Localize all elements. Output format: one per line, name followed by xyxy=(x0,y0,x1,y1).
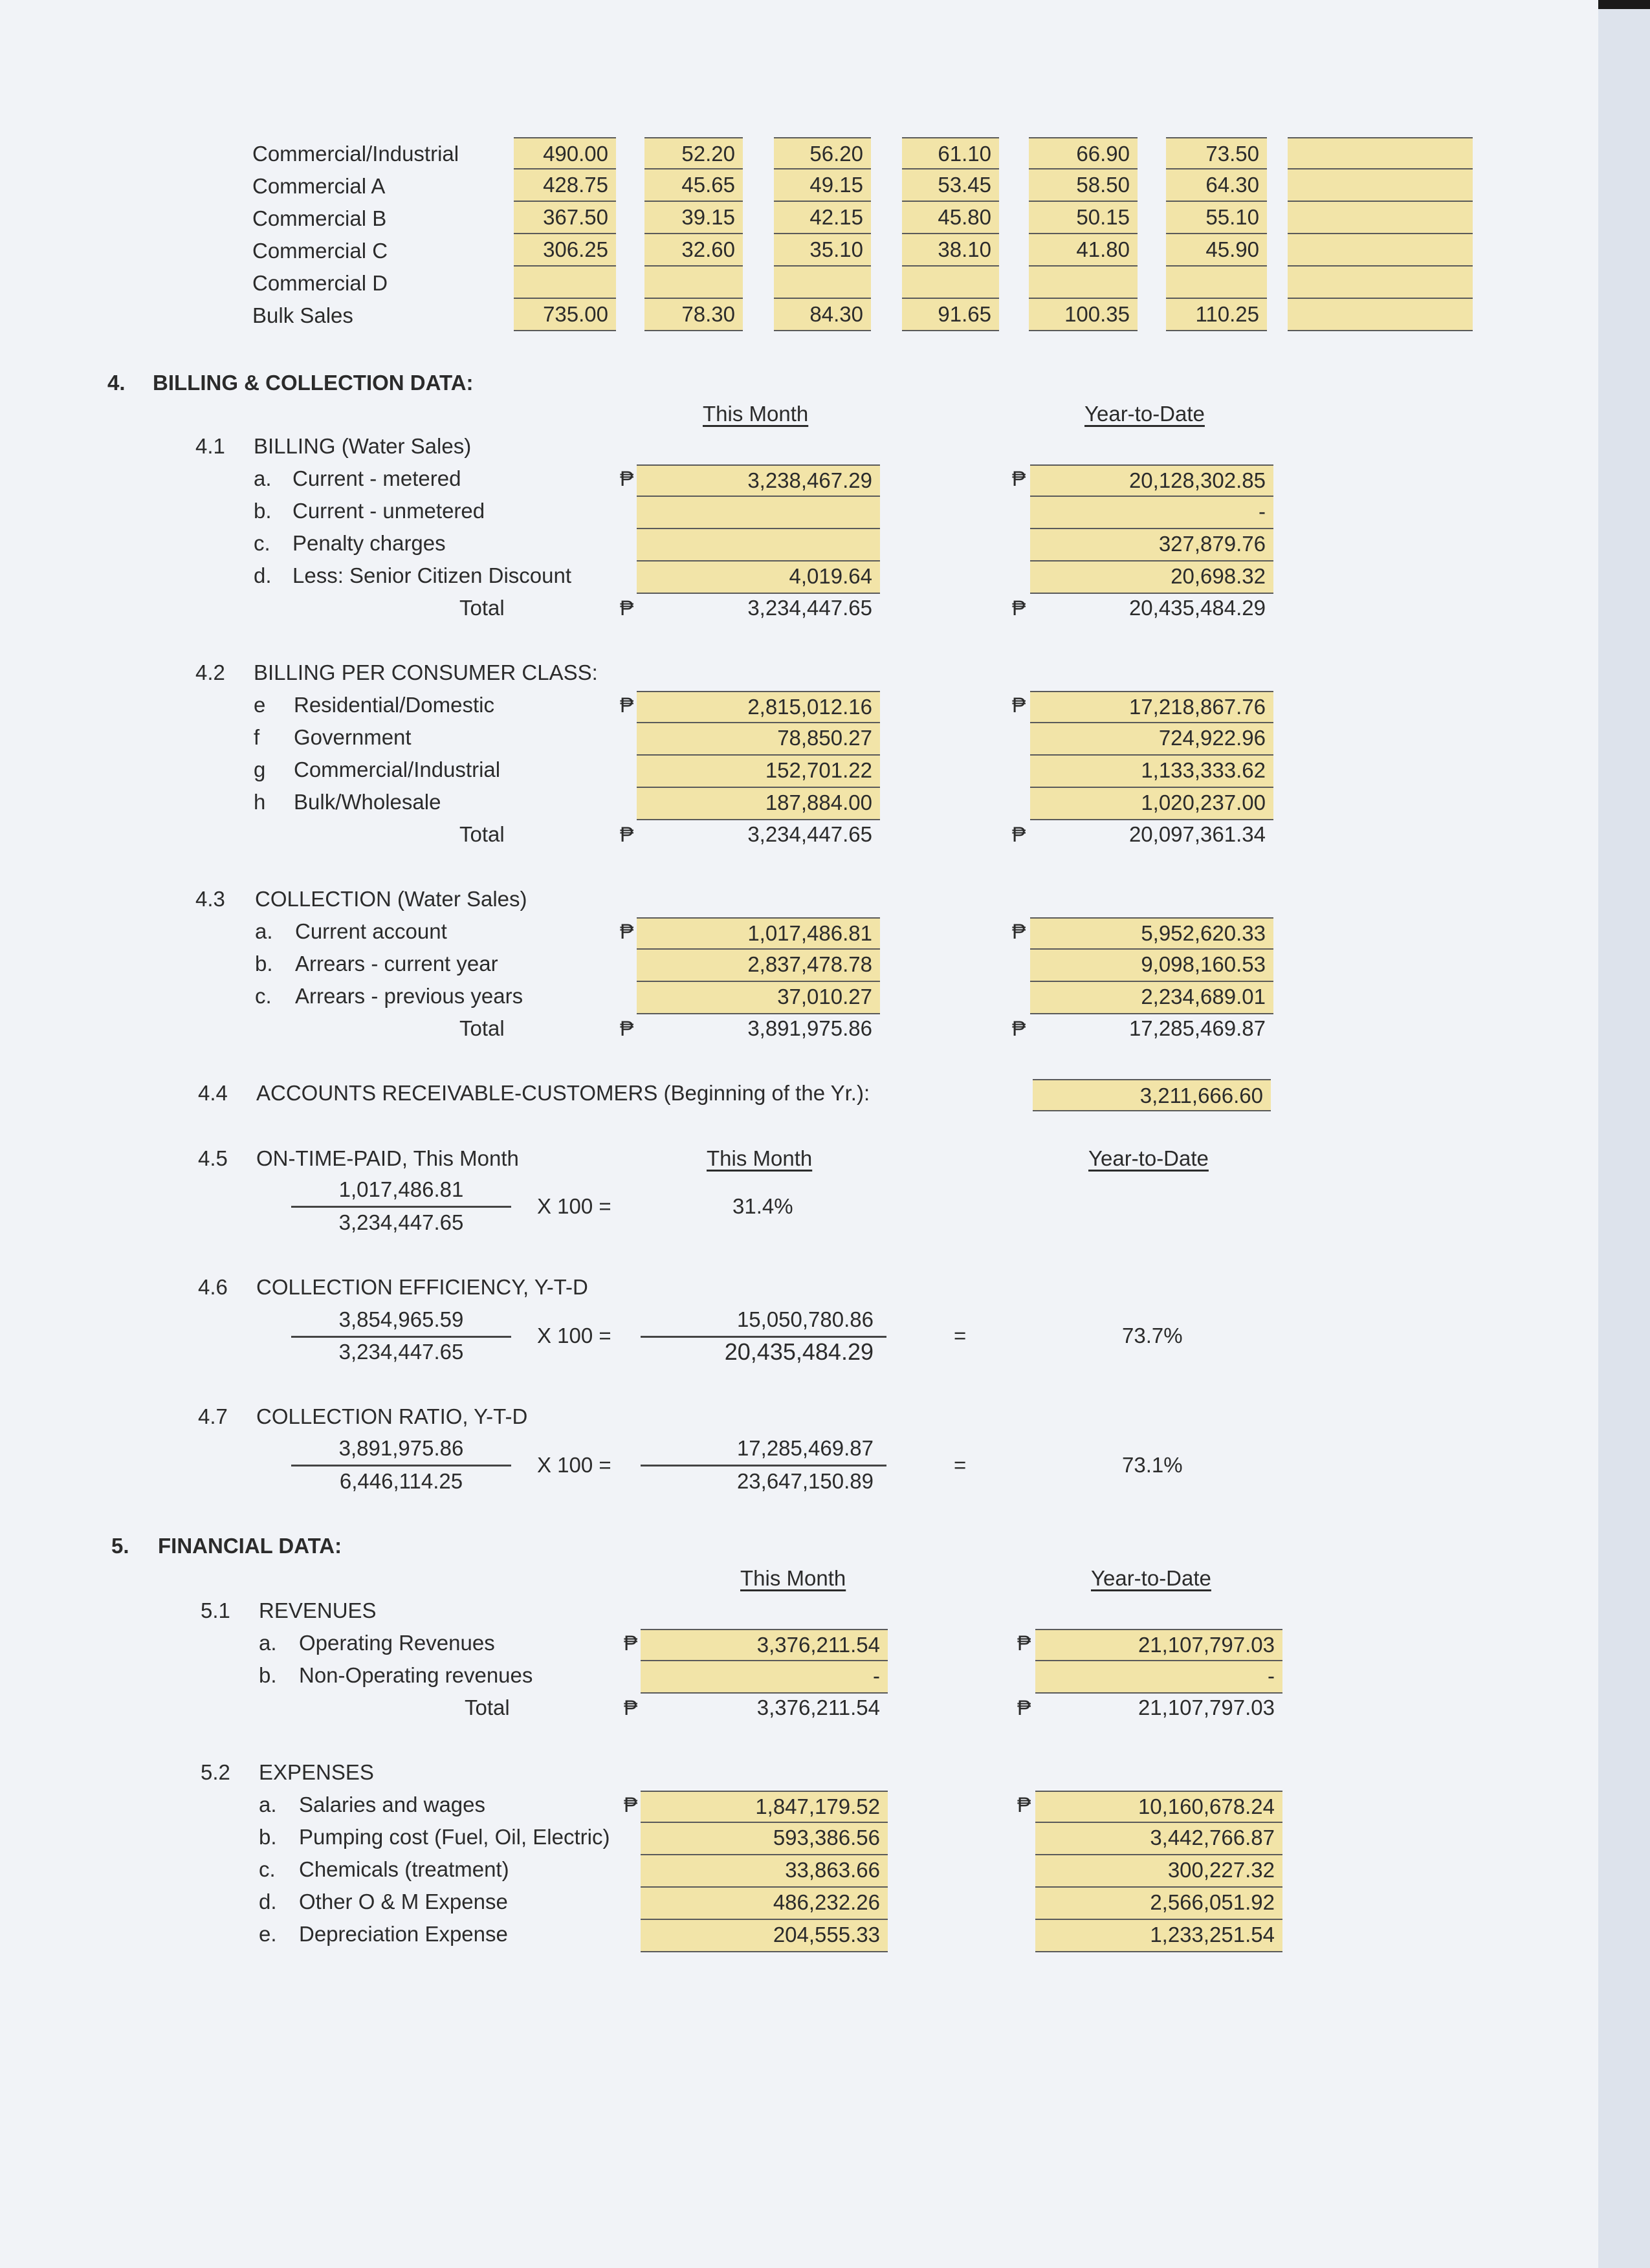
subsection-title: COLLECTION EFFICIENCY, Y-T-D xyxy=(256,1275,588,1299)
year-to-date-value: 9,098,160.53 xyxy=(1030,950,1273,982)
this-month-value: 2,837,478.78 xyxy=(637,950,880,982)
rate-cell xyxy=(902,267,999,299)
rate-cell xyxy=(514,267,616,299)
year-to-date-value: 1,133,333.62 xyxy=(1030,756,1273,788)
rate-cell xyxy=(644,267,743,299)
rate-cell: 58.50 xyxy=(1029,169,1138,202)
rate-cell: 84.30 xyxy=(774,299,871,331)
equals-sign: = xyxy=(954,1453,967,1477)
this-month-value: 78,850.27 xyxy=(637,723,880,756)
this-month-value: 1,017,486.81 xyxy=(637,917,880,950)
this-month-value: 1,847,179.52 xyxy=(641,1791,888,1823)
row-letter: a. xyxy=(259,1631,277,1655)
rate-cell: 64.30 xyxy=(1166,169,1267,202)
peso-sign: ₱ xyxy=(1012,1017,1026,1040)
this-month-value: 2,815,012.16 xyxy=(637,691,880,723)
rate-cell xyxy=(1288,234,1473,267)
rate-cell xyxy=(1288,202,1473,234)
subsection-title: EXPENSES xyxy=(259,1760,374,1784)
fraction-numerator: 1,017,486.81 xyxy=(338,1177,464,1201)
fraction-denominator: 6,446,114.25 xyxy=(339,1469,463,1493)
rate-cell: 55.10 xyxy=(1166,202,1267,234)
subsection-number: 4.1 xyxy=(195,434,225,458)
peso-sign: ₱ xyxy=(1017,1793,1031,1816)
this-month-value: 3,238,467.29 xyxy=(637,464,880,497)
row-label: Non-Operating revenues xyxy=(299,1663,533,1687)
fraction-denominator: 3,234,447.65 xyxy=(338,1340,464,1364)
rate-cell: 490.00 xyxy=(514,137,616,169)
rate-cell: 45.90 xyxy=(1166,234,1267,267)
rate-row-label: Commercial A xyxy=(252,174,386,198)
rate-cell: 91.65 xyxy=(902,299,999,331)
rate-cell: 53.45 xyxy=(902,169,999,202)
row-label: Pumping cost (Fuel, Oil, Electric) xyxy=(299,1825,610,1849)
total-label: Total xyxy=(465,1696,510,1719)
this-month-value: 593,386.56 xyxy=(641,1823,888,1855)
column-header-year-to-date: Year-to-Date xyxy=(1088,1146,1209,1170)
rate-cell: 38.10 xyxy=(902,234,999,267)
subsection-title: BILLING PER CONSUMER CLASS: xyxy=(254,660,598,684)
row-letter: c. xyxy=(259,1857,276,1881)
year-to-date-value: 3,442,766.87 xyxy=(1035,1823,1282,1855)
row-label: Depreciation Expense xyxy=(299,1922,508,1946)
year-to-date-value: 1,020,237.00 xyxy=(1030,788,1273,820)
rate-row-label: Commercial B xyxy=(252,206,387,230)
year-to-date-value: 20,698.32 xyxy=(1030,562,1273,594)
rate-cell: 50.15 xyxy=(1029,202,1138,234)
column-header-this-month: This Month xyxy=(707,1146,813,1170)
subsection-title: COLLECTION (Water Sales) xyxy=(255,887,527,911)
subsection-title: REVENUES xyxy=(259,1598,377,1622)
row-letter: b. xyxy=(254,499,272,523)
this-month-value: 486,232.26 xyxy=(641,1888,888,1920)
fraction-bar xyxy=(291,1465,511,1467)
row-letter: b. xyxy=(259,1663,277,1687)
year-to-date-value: 2,234,689.01 xyxy=(1030,982,1273,1014)
row-letter: b. xyxy=(259,1825,277,1849)
year-to-date-value: 1,233,251.54 xyxy=(1035,1920,1282,1952)
year-to-date-value: 20,128,302.85 xyxy=(1030,464,1273,497)
subsection-number: 5.1 xyxy=(201,1598,230,1622)
multiply-operator: X 100 = xyxy=(537,1194,611,1218)
rate-cell xyxy=(1288,137,1473,169)
rate-cell xyxy=(1288,299,1473,331)
subsection-title: ON-TIME-PAID, This Month xyxy=(256,1146,519,1170)
rate-cell: 52.20 xyxy=(644,137,743,169)
fraction-numerator: 3,891,975.86 xyxy=(338,1436,464,1460)
rate-cell: 428.75 xyxy=(514,169,616,202)
column-header-this-month: This Month xyxy=(740,1566,846,1590)
row-letter: c. xyxy=(254,531,270,555)
peso-sign: ₱ xyxy=(1017,1696,1031,1719)
rate-cell: 73.50 xyxy=(1166,137,1267,169)
fraction-denominator: 23,647,150.89 xyxy=(736,1469,874,1493)
rate-cell: 78.30 xyxy=(644,299,743,331)
fraction-denominator: 3,234,447.65 xyxy=(338,1210,464,1234)
row-label: Government xyxy=(294,725,412,749)
page-edge xyxy=(1598,0,1650,2268)
row-letter: f xyxy=(254,725,260,749)
row-label: Bulk/Wholesale xyxy=(294,790,441,814)
row-label: Current - unmetered xyxy=(292,499,485,523)
multiply-operator: X 100 = xyxy=(537,1324,611,1347)
peso-sign: ₱ xyxy=(620,1017,634,1040)
subsection-title: BILLING (Water Sales) xyxy=(254,434,472,458)
column-header-year-to-date: Year-to-Date xyxy=(1091,1566,1211,1590)
peso-sign: ₱ xyxy=(620,920,634,943)
row-letter: a. xyxy=(259,1793,277,1816)
rate-cell: 61.10 xyxy=(902,137,999,169)
peso-sign: ₱ xyxy=(620,693,634,717)
collection-ratio-result: 73.1% xyxy=(1122,1453,1183,1477)
subsection-number: 4.5 xyxy=(198,1146,228,1170)
peso-sign: ₱ xyxy=(1012,920,1026,943)
this-month-total: 3,234,447.65 xyxy=(747,822,872,846)
peso-sign: ₱ xyxy=(620,596,634,620)
collection-efficiency-result: 73.7% xyxy=(1122,1324,1183,1347)
rate-row-label: Bulk Sales xyxy=(252,303,353,327)
rate-cell: 35.10 xyxy=(774,234,871,267)
year-to-date-total: 20,435,484.29 xyxy=(1128,596,1266,620)
fraction-bar xyxy=(641,1465,886,1467)
year-to-date-value: 724,922.96 xyxy=(1030,723,1273,756)
peso-sign: ₱ xyxy=(624,1631,638,1655)
year-to-date-value: - xyxy=(1030,497,1273,529)
year-to-date-value: 2,566,051.92 xyxy=(1035,1888,1282,1920)
accounts-receivable-ytd-value: 3,211,666.60 xyxy=(1033,1079,1271,1111)
year-to-date-total: 21,107,797.03 xyxy=(1138,1696,1275,1719)
year-to-date-total: 20,097,361.34 xyxy=(1128,822,1266,846)
this-month-value xyxy=(637,497,880,529)
this-month-value: 3,376,211.54 xyxy=(641,1629,888,1661)
peso-sign: ₱ xyxy=(1012,467,1026,490)
this-month-total: 3,376,211.54 xyxy=(756,1696,880,1719)
this-month-value xyxy=(637,529,880,562)
row-label: Commercial/Industrial xyxy=(294,758,501,781)
row-letter: h xyxy=(254,790,266,814)
this-month-value: - xyxy=(641,1661,888,1694)
column-header-this-month: This Month xyxy=(703,402,809,426)
year-to-date-value: 5,952,620.33 xyxy=(1030,917,1273,950)
row-label: Current - metered xyxy=(292,466,461,490)
section-title: FINANCIAL DATA: xyxy=(158,1534,342,1558)
subsection-number: 4.4 xyxy=(198,1081,228,1105)
row-letter: b. xyxy=(255,952,273,976)
this-month-value: 204,555.33 xyxy=(641,1920,888,1952)
rate-row-label: Commercial C xyxy=(252,239,388,263)
row-label: Arrears - previous years xyxy=(295,984,523,1008)
row-letter: a. xyxy=(254,466,272,490)
row-label: Current account xyxy=(295,919,447,943)
peso-sign: ₱ xyxy=(624,1793,638,1816)
total-label: Total xyxy=(459,1016,505,1040)
year-to-date-value: 21,107,797.03 xyxy=(1035,1629,1282,1661)
rate-cell: 56.20 xyxy=(774,137,871,169)
column-header-year-to-date: Year-to-Date xyxy=(1084,402,1205,426)
fraction-bar xyxy=(291,1336,511,1338)
fraction-bar xyxy=(291,1206,511,1208)
row-letter: c. xyxy=(255,984,272,1008)
peso-sign: ₱ xyxy=(1012,596,1026,620)
year-to-date-total: 17,285,469.87 xyxy=(1128,1016,1266,1040)
row-letter: d. xyxy=(259,1890,277,1914)
peso-sign: ₱ xyxy=(620,467,634,490)
subsection-title: COLLECTION RATIO, Y-T-D xyxy=(256,1404,528,1428)
this-month-value: 152,701.22 xyxy=(637,756,880,788)
subsection-number: 4.2 xyxy=(195,660,225,684)
row-label: Arrears - current year xyxy=(295,952,498,976)
rate-cell xyxy=(774,267,871,299)
rate-cell xyxy=(1166,267,1267,299)
rate-cell: 306.25 xyxy=(514,234,616,267)
rate-cell: 367.50 xyxy=(514,202,616,234)
year-to-date-value: - xyxy=(1035,1661,1282,1694)
rate-cell: 735.00 xyxy=(514,299,616,331)
rate-cell: 110.25 xyxy=(1166,299,1267,331)
equals-sign: = xyxy=(954,1324,967,1347)
rate-row-label: Commercial D xyxy=(252,271,388,295)
section-title: BILLING & COLLECTION DATA: xyxy=(153,371,474,395)
peso-sign: ₱ xyxy=(1012,693,1026,717)
rate-cell: 41.80 xyxy=(1029,234,1138,267)
fraction-numerator: 3,854,965.59 xyxy=(338,1307,464,1331)
total-label: Total xyxy=(459,596,505,620)
year-to-date-value: 300,227.32 xyxy=(1035,1855,1282,1888)
row-letter: a. xyxy=(255,919,273,943)
rate-cell: 39.15 xyxy=(644,202,743,234)
rate-cell: 32.60 xyxy=(644,234,743,267)
subsection-number: 4.7 xyxy=(198,1404,228,1428)
section-number: 5. xyxy=(111,1534,129,1558)
rate-cell xyxy=(1029,267,1138,299)
peso-sign: ₱ xyxy=(1017,1631,1031,1655)
row-letter: d. xyxy=(254,563,272,587)
scanner-edge-mark xyxy=(1598,0,1650,9)
subsection-number: 5.2 xyxy=(201,1760,230,1784)
row-label: Less: Senior Citizen Discount xyxy=(292,563,572,587)
this-month-total: 3,234,447.65 xyxy=(747,596,872,620)
rate-row-label: Commercial/Industrial xyxy=(252,142,459,166)
peso-sign: ₱ xyxy=(620,823,634,846)
row-label: Salaries and wages xyxy=(299,1793,486,1816)
year-to-date-value: 10,160,678.24 xyxy=(1035,1791,1282,1823)
peso-sign: ₱ xyxy=(624,1696,638,1719)
fraction-numerator: 15,050,780.86 xyxy=(736,1307,874,1331)
row-letter: e xyxy=(254,693,266,717)
rate-cell xyxy=(1288,267,1473,299)
row-label: Residential/Domestic xyxy=(294,693,494,717)
rate-cell: 66.90 xyxy=(1029,137,1138,169)
subsection-number: 4.3 xyxy=(195,887,225,911)
this-month-value: 187,884.00 xyxy=(637,788,880,820)
rate-cell: 42.15 xyxy=(774,202,871,234)
fraction-numerator: 17,285,469.87 xyxy=(736,1436,874,1460)
row-letter: g xyxy=(254,758,266,781)
subsection-title: ACCOUNTS RECEIVABLE-CUSTOMERS (Beginning of the Yr.): xyxy=(256,1081,870,1105)
rate-cell: 100.35 xyxy=(1029,299,1138,331)
this-month-value: 4,019.64 xyxy=(637,562,880,594)
row-letter: e. xyxy=(259,1922,277,1946)
row-label: Penalty charges xyxy=(292,531,446,555)
on-time-paid-result: 31.4% xyxy=(732,1194,793,1218)
subsection-number: 4.6 xyxy=(198,1275,228,1299)
this-month-value: 33,863.66 xyxy=(641,1855,888,1888)
row-label: Chemicals (treatment) xyxy=(299,1857,509,1881)
rate-cell: 45.80 xyxy=(902,202,999,234)
year-to-date-value: 17,218,867.76 xyxy=(1030,691,1273,723)
this-month-value: 37,010.27 xyxy=(637,982,880,1014)
year-to-date-value: 327,879.76 xyxy=(1030,529,1273,562)
fraction-denominator: 20,435,484.29 xyxy=(724,1338,874,1365)
rate-cell xyxy=(1288,169,1473,202)
section-number: 4. xyxy=(107,371,126,395)
rate-cell: 45.65 xyxy=(644,169,743,202)
row-label: Operating Revenues xyxy=(299,1631,495,1655)
row-label: Other O & M Expense xyxy=(299,1890,508,1914)
peso-sign: ₱ xyxy=(1012,823,1026,846)
total-label: Total xyxy=(459,822,505,846)
this-month-total: 3,891,975.86 xyxy=(747,1016,872,1040)
fraction-bar xyxy=(641,1336,886,1338)
rate-cell: 49.15 xyxy=(774,169,871,202)
multiply-operator: X 100 = xyxy=(537,1453,611,1477)
